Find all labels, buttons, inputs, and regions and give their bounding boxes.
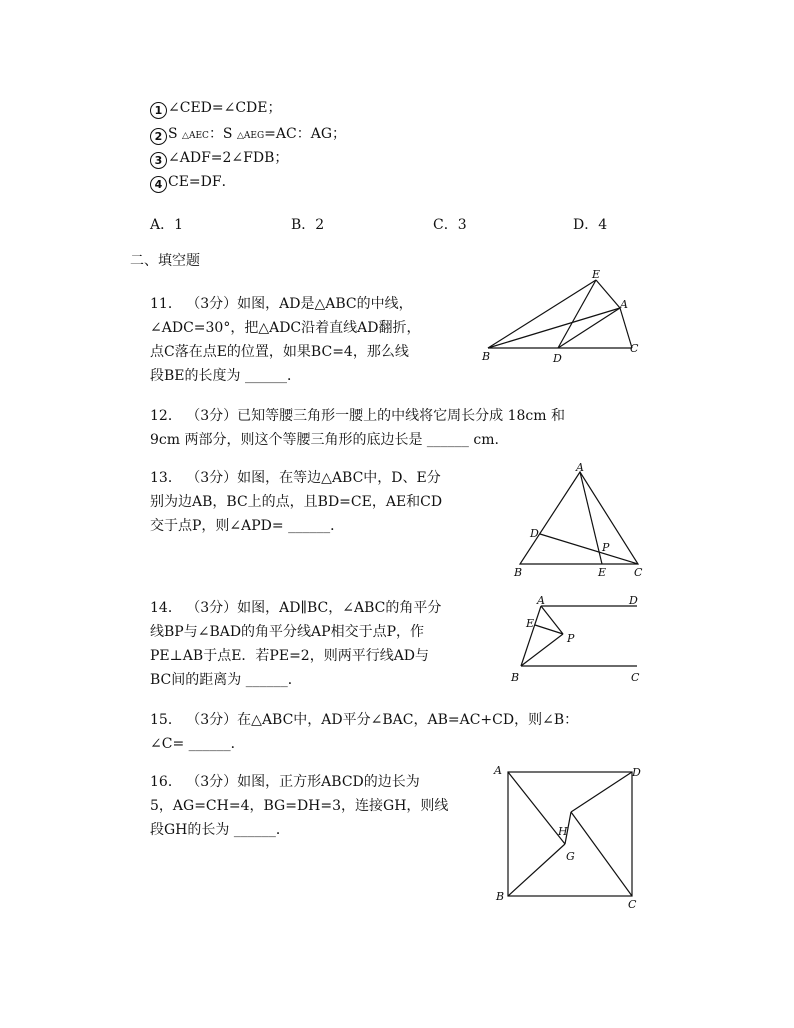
choice-sub-a: △AEC <box>182 131 209 141</box>
choice-item-3 <box>150 148 288 169</box>
label-a: A <box>576 461 584 474</box>
label-a: A <box>620 298 628 311</box>
label-e: E <box>598 566 607 579</box>
question-line: 16． （3分）如图，正方形ABCD的边长为 <box>150 774 420 790</box>
label-e: E <box>526 617 535 630</box>
segment-ag <box>508 772 565 844</box>
choice-text-a: S <box>168 126 183 142</box>
figure-q16 <box>488 760 648 912</box>
segment-de <box>558 280 596 348</box>
question-line: 段GH的长为 ______． <box>150 822 290 838</box>
label-b: B <box>482 350 491 363</box>
label-p: P <box>602 541 610 554</box>
choice-text-b: ：S <box>208 126 237 142</box>
question-line: BC间的距离为 ______． <box>150 672 302 688</box>
label-g: G <box>566 850 575 863</box>
question-12 <box>150 404 565 452</box>
question-line: 14． （3分）如图，AD∥BC，∠ABC的角平分 <box>150 600 442 616</box>
option-a: A．1 <box>150 217 184 233</box>
segment-ba <box>488 308 620 348</box>
question-line: 11． （3分）如图，AD是△ABC的中线， <box>150 296 413 312</box>
label-c: C <box>631 671 640 684</box>
option-b: B．2 <box>291 217 325 233</box>
section-title: 二、填空题 <box>130 253 200 269</box>
figure-q14 <box>505 592 645 688</box>
option-d: D．4 <box>573 217 608 233</box>
label-b: B <box>511 671 520 684</box>
question-line: ∠C= ______． <box>150 736 245 752</box>
segment-ap <box>541 606 563 634</box>
choice-text: CE=DF． <box>168 174 236 190</box>
question-15 <box>150 708 578 756</box>
question-line: 交于点P，则∠APD= ______． <box>150 518 345 534</box>
label-c: C <box>634 566 643 579</box>
question-line: ∠ADC=30°，把△ADC沿着直线AD翻折， <box>150 320 421 336</box>
circled-number: 2 <box>150 128 167 145</box>
circled-number: 3 <box>150 152 167 169</box>
question-11 <box>150 292 420 388</box>
label-a: A <box>494 764 502 777</box>
question-line: PE⊥AB于点E．若PE=2，则两平行线AD与 <box>150 648 430 664</box>
circled-number: 4 <box>150 176 167 193</box>
segment-da <box>558 308 620 348</box>
label-p: P <box>567 632 575 645</box>
question-14 <box>150 596 441 692</box>
label-b: B <box>496 890 505 903</box>
triangle-abc <box>520 472 638 564</box>
question-line: 别为边AB，BC上的点，且BD=CE，AE和CD <box>150 494 443 510</box>
segment-bp <box>521 634 563 666</box>
option-c: C．3 <box>433 217 467 233</box>
segment-dc <box>540 534 638 564</box>
segment-dh <box>571 772 632 812</box>
choice-item-2 <box>150 124 346 146</box>
label-c: C <box>630 342 639 355</box>
question-13 <box>150 466 442 538</box>
question-line: 9cm 两部分，则这个等腰三角形的底边长是 ______ cm. <box>150 432 499 448</box>
question-line: 13． （3分）如图，在等边△ABC中，D、E分 <box>150 470 441 486</box>
choice-text: ∠ADF=2∠FDB； <box>168 150 289 166</box>
label-h: H <box>558 825 568 838</box>
square-abcd <box>508 772 632 896</box>
question-line: 点C落在点E的位置，如果BC=4，那么线 <box>150 344 409 360</box>
figure-q13 <box>506 460 656 582</box>
choice-text-c: =AC：AG； <box>264 126 347 142</box>
label-e: E <box>592 268 601 281</box>
question-line: 线BP与∠BAD的角平分线AP相交于点P，作 <box>150 624 425 640</box>
choice-sub-b: △AEG <box>236 131 265 141</box>
label-d: D <box>553 352 562 365</box>
segment-ea <box>596 280 620 308</box>
label-d: D <box>632 766 641 779</box>
figure-q11 <box>478 268 648 368</box>
label-c: C <box>628 898 637 911</box>
question-line: 15． （3分）在△ABC中，AD平分∠BAC，AB=AC+CD，则∠B： <box>150 712 579 728</box>
label-a: A <box>537 594 545 607</box>
choice-item-4 <box>150 172 236 193</box>
label-d: D <box>530 527 539 540</box>
choice-item-1 <box>150 98 282 119</box>
label-d: D <box>629 594 638 607</box>
segment-ab <box>521 606 541 666</box>
question-line: 段BE的长度为 ______． <box>150 368 301 384</box>
question-16 <box>150 770 448 842</box>
segment-bg <box>508 844 565 896</box>
segment-be <box>488 280 596 348</box>
segment-ch <box>571 812 632 896</box>
choice-text: ∠CED=∠CDE； <box>168 100 282 116</box>
question-line: 12． （3分）已知等腰三角形一腰上的中线将它周长分成 18cm 和 <box>150 408 566 424</box>
question-line: 5，AG=CH=4，BG=DH=3，连接GH，则线 <box>150 798 449 814</box>
circled-number: 1 <box>150 102 167 119</box>
label-b: B <box>514 566 523 579</box>
